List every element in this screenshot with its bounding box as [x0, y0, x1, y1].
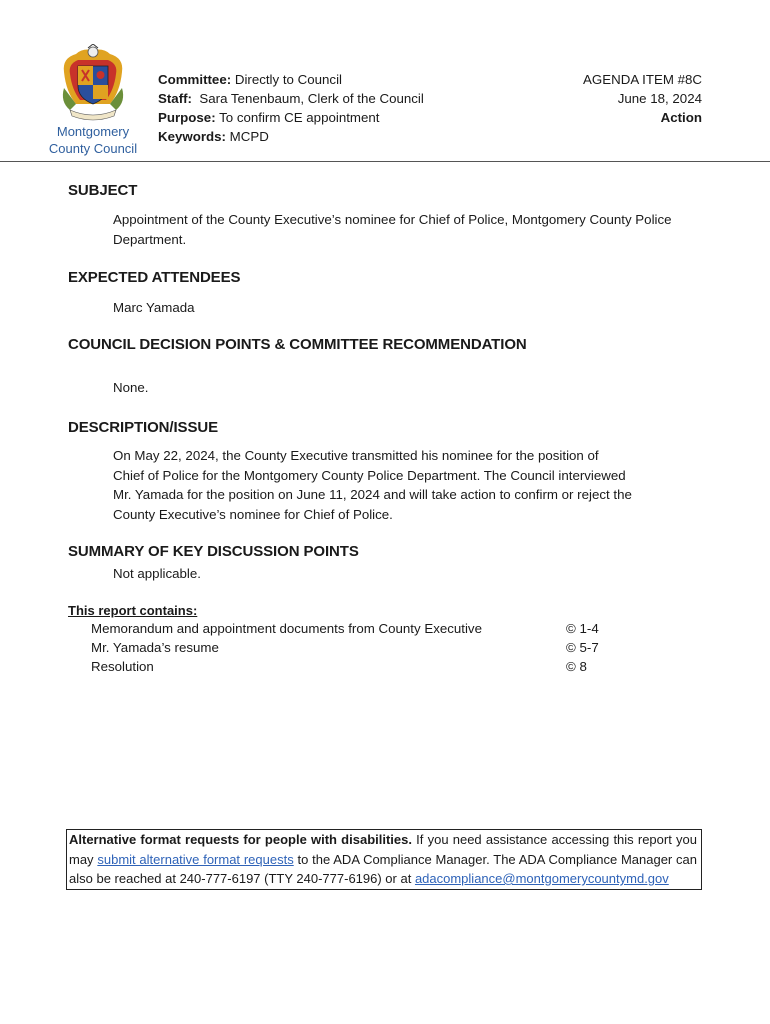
accessibility-notice-text: If you need assistance accessing this report you may: [69, 832, 697, 867]
subject-heading: SUBJECT: [68, 182, 138, 199]
meeting-date: June 18, 2024: [617, 91, 702, 106]
organization-name-line1: Montgomery: [56, 124, 130, 139]
alternative-format-request-link[interactable]: submit alternative format requests: [97, 851, 294, 867]
contents-item: Resolution: [91, 659, 154, 674]
accessibility-notice-box: [66, 829, 702, 890]
organization-name-line2: County Council: [48, 141, 138, 156]
meta-block: [158, 70, 424, 146]
decision-text: None.: [113, 380, 149, 395]
committee-value: Directly to Council: [231, 72, 342, 87]
agenda-item-number: AGENDA ITEM #8C: [583, 72, 702, 87]
keywords-line: [158, 127, 424, 146]
contents-item-pages: © 5-7: [566, 640, 599, 655]
report-contents-title: This report contains:: [68, 603, 198, 618]
summary-text: Not applicable.: [113, 566, 201, 581]
description-text: On May 22, 2024, the County Executive transmitted his nominee for the position of Chief of Police for the Montgomery County Police Department. The Council interviewed Mr. Yamada for the position on June 11, 2024 and will take action to confirm or reject the County Executive’s nominee for Chief of Police.: [113, 448, 632, 522]
committee-line: [158, 70, 424, 89]
accessibility-notice-lead: Alternative format requests for people with disabilities.: [69, 832, 412, 847]
purpose-label: Purpose:: [158, 110, 216, 125]
contents-item-pages: © 8: [566, 659, 587, 674]
accessibility-contact-text: to the ADA Compliance Manager. The ADA Compliance Manager can also be reached at 240-777-6197 (TTY 240-777-6196) or at: [69, 851, 698, 886]
keywords-value: MCPD: [225, 129, 269, 144]
header-divider: [0, 161, 770, 162]
contents-item: Memorandum and appointment documents from County Executive: [91, 621, 482, 636]
purpose-value: To confirm CE appointment: [215, 110, 380, 125]
ada-email-link[interactable]: adacompliance@montgomerycountymd.gov: [414, 871, 669, 886]
action-type: Action: [660, 110, 702, 125]
organization-name: [40, 123, 146, 157]
keywords-label: Keywords:: [158, 129, 226, 144]
attendees-text: Marc Yamada: [113, 300, 195, 315]
agenda-block: [583, 70, 702, 127]
description-heading: DESCRIPTION/ISSUE: [68, 419, 218, 436]
staff-line: [158, 89, 424, 108]
decision-heading: COUNCIL DECISION POINTS & COMMITTEE RECOMMENDATION: [68, 336, 527, 353]
staff-value: Sara Tenenbaum, Clerk of the Council: [191, 91, 424, 106]
purpose-line: [158, 108, 424, 127]
contents-item: Mr. Yamada’s resume: [91, 640, 219, 655]
contents-item-pages: © 1-4: [566, 621, 599, 636]
attendees-heading: EXPECTED ATTENDEES: [68, 269, 241, 286]
subject-text: Appointment of the County Executive’s nominee for Chief of Police, Montgomery County Police Department.: [113, 212, 672, 247]
summary-heading: SUMMARY OF KEY DISCUSSION POINTS: [68, 543, 359, 560]
committee-label: Committee:: [158, 72, 232, 87]
staff-label: Staff:: [158, 91, 192, 106]
county-seal-logo: [60, 44, 126, 124]
